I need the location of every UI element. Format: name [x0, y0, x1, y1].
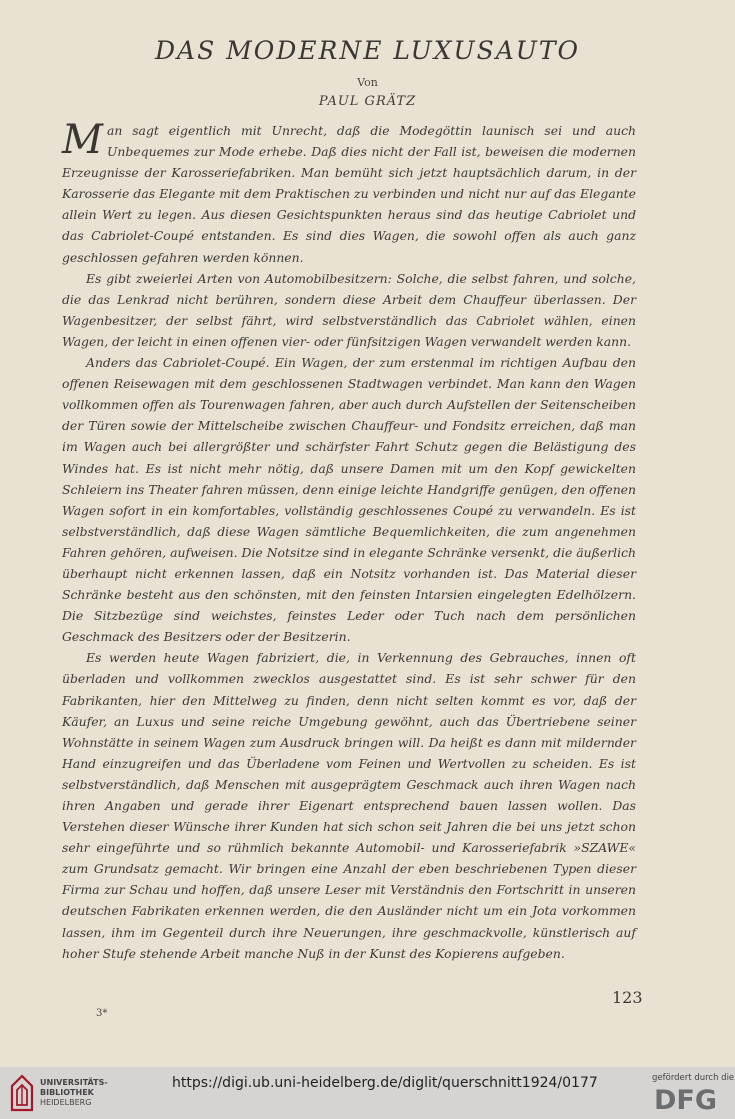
article-title: DAS MODERNE LUXUSAUTO — [154, 36, 581, 65]
paragraph-4: Es werden heute Wagen fabriziert, die, in Verkennung des Gebrauches, innen oft überladen und vollkommen zwecklos ausgestattet sind. Es ist sehr schwer für den Fabrikanten, hier den Mittelweg zu finden, denn nicht selten kommt es vor, daß der Käufer, an Luxus und seine reiche Umgebung gewöhnt, auch das Übertriebene seiner Wohnstätte in seinem Wagen zum Ausdruck bringen will. Da heißt es dann mit mildernder Hand einzugreifen und das Überladene vom Feinen und Wertvollen zu scheiden. Es ist selbstverständlich, daß Menschen mit ausgeprägtem Geschmack auch ihren Wagen nach ihren Angaben und gerade ihrer Eigenart entsprechend bauen lassen wollen. Das Verstehen dieser Wünsche ihrer Kunden hat sich schon seit Jahren die bei uns jetzt schon sehr eingeführte und so rühmlich bekannte Automobil- und Karosseriefabrik »SZAWE« zum Grundsatz gemacht. Wir bringen eine Anzahl der eben beschriebenen Typen dieser Firma zur Schau und hoffen, daß unsere Leser mit Verständnis den Fortschritt in unseren deutschen Fabrikaten erkennen werden, die den Ausländer nicht um ein Jota vorkommen lassen, ihm im Gegenteil durch ihre Neuerungen, ihre geschmackvolle, künstlerisch auf hoher Stufe stehende Arbeit manche Nuß in der Kunst des Kopierens aufgeben. — [62, 650, 636, 961]
page-number: 123 — [612, 988, 643, 1007]
drop-cap: M — [62, 117, 103, 163]
article-author: PAUL GRÄTZ — [318, 94, 417, 109]
printer-signature: 3* — [96, 1008, 108, 1019]
permalink-url[interactable]: https://digi.ub.uni-heidelberg.de/diglit/querschnitt1924/0177 — [172, 1075, 598, 1091]
university-library-logo-icon[interactable] — [8, 1074, 36, 1112]
library-name[interactable] — [40, 1078, 108, 1108]
library-line-3: HEIDELBERG — [40, 1098, 92, 1107]
paragraph-1 — [62, 117, 636, 268]
paragraph-2: Es gibt zweierlei Arten von Automobilbesitzern: Solche, die selbst fahren, und solche, die das Lenkrad nicht berühren, sondern diese Arbeit dem Chauffeur überlassen. Der Wagenbesitzer, der selbst fährt, wird selbstverständlich das Cabriolet wählen, einen Wagen, der leicht in einen offenen vier- oder fünfsitzigen Wagen verwandelt werden kann. — [62, 270, 636, 349]
byline-von: Von — [357, 76, 378, 89]
paragraph-text: an sagt eigentlich mit Unrecht, daß die Modegöttin launisch sei und auch Unbequemes zur Mode erhebe. Daß dies nicht der Fall ist, beweisen die modernen Erzeugnisse der Karosseriefabriken. Man bemüht sich jetzt hauptsächlich darum, in der Karosserie das Elegante mit dem Praktischen zu verbinden und nicht nur auf das Elegante allein Wert zu legen. Aus diesen Gesichtspunkten heraus sind das heutige Cabriolet und das Cabriolet-Coupé entstanden. Es sind dies Wagen, die sowohl offen als auch ganz geschlossen gefahren werden können. — [62, 123, 636, 265]
library-line-1: UNIVERSITÄTS- — [40, 1078, 108, 1087]
dfg-logo[interactable]: DFG — [654, 1085, 718, 1116]
library-line-2: BIBLIOTHEK — [40, 1088, 94, 1097]
article-body — [62, 117, 636, 964]
funded-by-label: gefördert durch die — [652, 1073, 735, 1083]
paragraph-3: Anders das Cabriolet-Coupé. Ein Wagen, der zum erstenmal im richtigen Aufbau den offenen Reisewagen mit dem geschlossenen Stadtwagen verbindet. Man kann den Wagen vollkommen offen als Tourenwagen fahren, aber auch durch Aufstellen der Seitenscheiben der Türen sowie der Mittelscheibe zwischen Chauffeur- und Fondsitz erreichen, daß man im Wagen auch bei allergrößter und schärfster Fahrt Schutz gegen die Belästigung des Windes hat. Es ist nicht mehr nötig, daß unsere Damen mit um den Kopf gewickelten Schleiern ins Theater fahren müssen, denn einige leichte Handgriffe genügen, den offenen Wagen sofort in ein komfortables, vollständig geschlossenes Coupé zu verwandeln. Es ist selbstverständlich, daß diese Wagen sämtliche Bequemlichkeiten, die zum angenehmen Fahren gehören, aufweisen. Die Notsitze sind in elegante Schränke versenkt, die äußerlich überhaupt nicht erkennen lassen, daß ein Notsitz vorhanden ist. Das Material dieser Schränke besteht aus den schönsten, mit den feinsten Intarsien eingelegten Edelhölzern. Die Sitzbezüge sind weichstes, feinstes Leder oder Tuch nach dem persönlichen Geschmack des Besitzers oder der Besitzerin. — [62, 355, 636, 645]
viewer-footer — [0, 1067, 735, 1119]
